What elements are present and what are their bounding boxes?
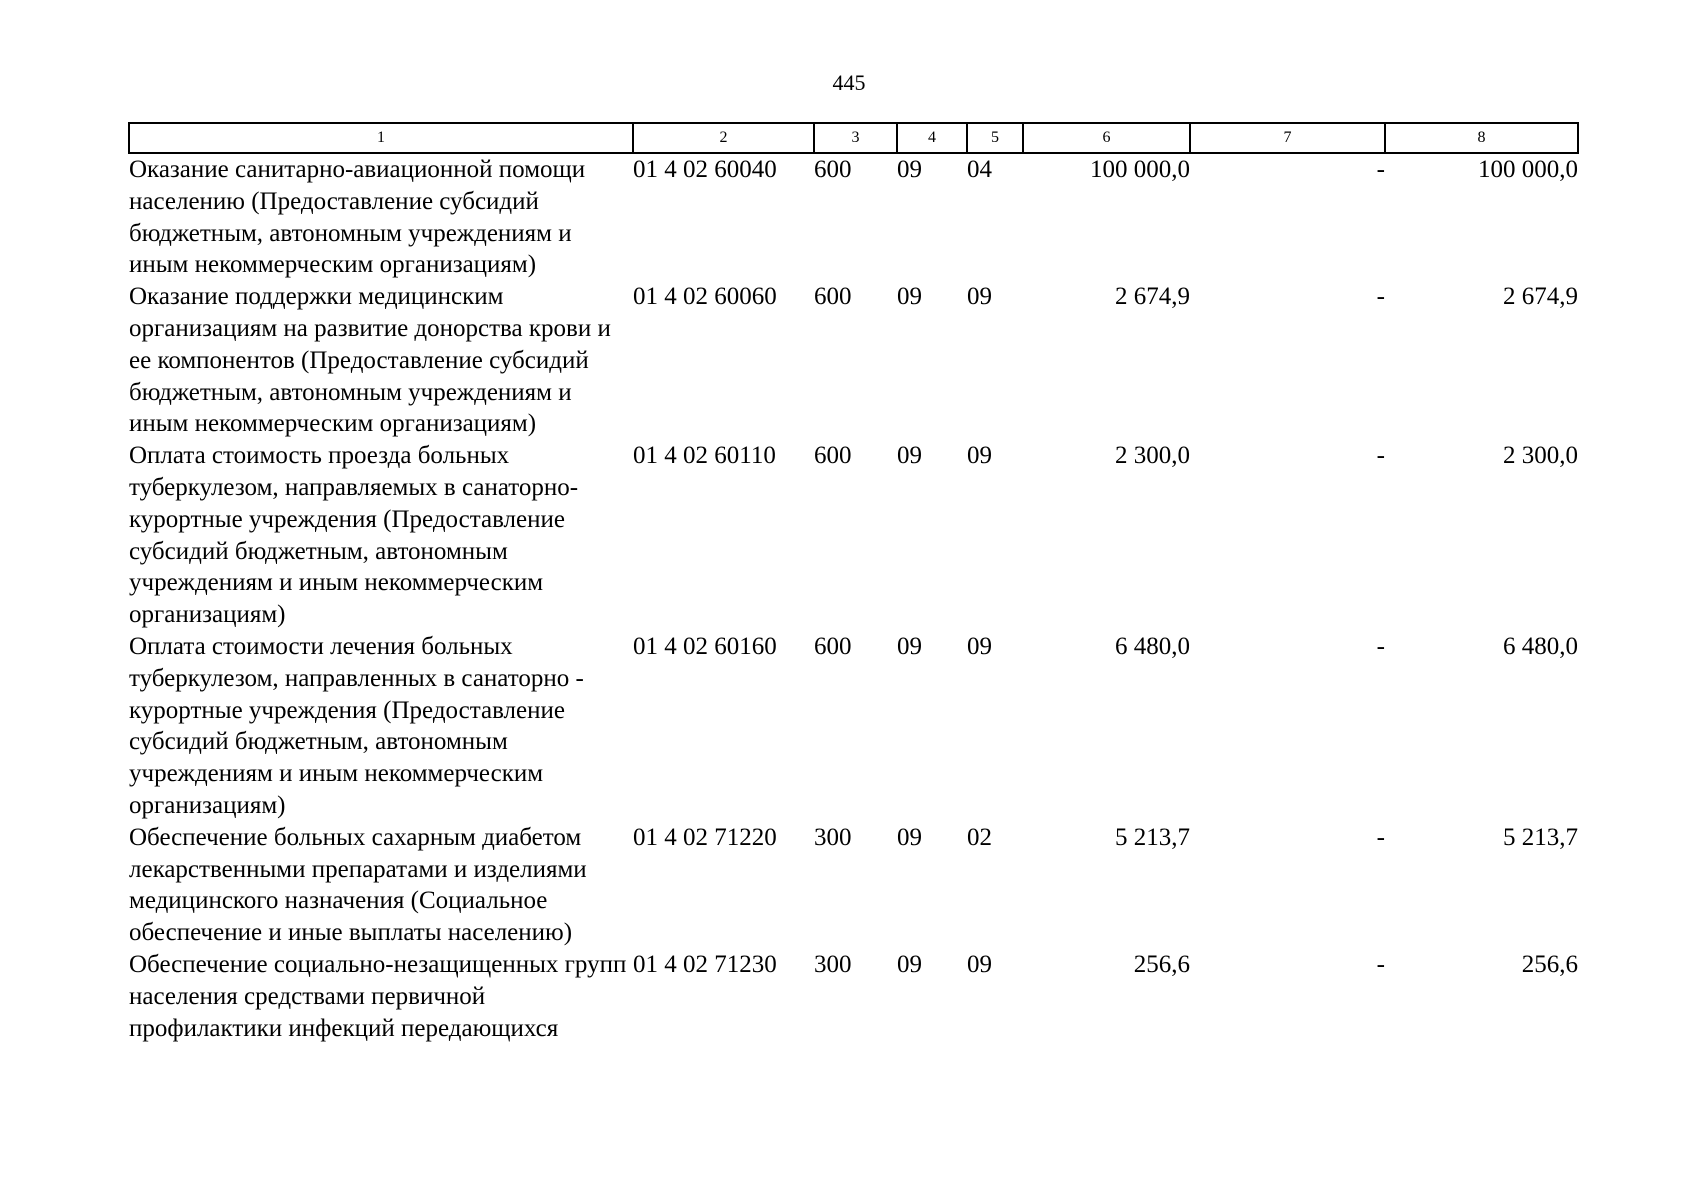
row-code: 01 4 02 71230 (633, 950, 777, 978)
row-col-7: - (1376, 156, 1385, 183)
row-col-7: - (1376, 950, 1385, 978)
header-row (129, 123, 1578, 153)
row-col-6: 100 000,0 (1090, 156, 1190, 183)
row-name: Обеспечение больных сахарным диабетом лекарственными препаратами и изделиями медицинского назначения (Социальное обеспечение и иные выплаты населению) (129, 823, 587, 947)
row-col-4: 09 (897, 823, 922, 851)
row-col-4: 09 (897, 950, 922, 978)
row-col-5: 02 (967, 823, 992, 851)
row-name: Обеспечение социально-незащищенных групп населения средствами первичной профилактики инфекций передающихся (129, 950, 627, 1042)
row-col-7: - (1376, 283, 1385, 311)
header-col-7: 7 (1190, 123, 1385, 153)
row-col-8: 6 480,0 (1503, 632, 1578, 660)
row-col-6: 5 213,7 (1115, 823, 1190, 851)
header-col-3: 3 (814, 123, 897, 153)
row-code: 01 4 02 71220 (633, 823, 777, 851)
table-row (129, 153, 1578, 281)
row-col-7: - (1376, 632, 1385, 660)
row-col-6: 6 480,0 (1115, 632, 1190, 660)
page-number: 445 (832, 70, 866, 95)
row-col-8: 2 674,9 (1503, 283, 1578, 311)
header-col-5: 5 (967, 123, 1023, 153)
row-name: Оказание санитарно-авиационной помощи населению (Предоставление субсидий бюджетным, автономным учреждениям и иным некоммерческим организациям) (129, 156, 586, 279)
row-col-6: 2 300,0 (1115, 442, 1190, 470)
row-col-5: 09 (967, 632, 992, 660)
row-col-8: 256,6 (1521, 950, 1578, 978)
row-col-8: 2 300,0 (1503, 442, 1578, 470)
row-col-7: - (1376, 442, 1385, 470)
header-col-2: 2 (633, 123, 814, 153)
budget-table (128, 122, 1579, 1044)
table-row (129, 822, 1578, 949)
row-col-4: 09 (897, 156, 922, 183)
header-col-8: 8 (1385, 123, 1578, 153)
header-col-1: 1 (129, 123, 633, 153)
header-col-4: 4 (897, 123, 967, 153)
row-col-8: 100 000,0 (1478, 156, 1578, 183)
table-row (129, 631, 1578, 822)
row-name: Оплата стоимость проезда больных туберкулезом, направляемых в санаторно-курортные учреждения (Предоставление субсидий бюджетным, автономным учреждениям и иным некоммерческим организациям) (129, 442, 579, 629)
header-col-6: 6 (1023, 123, 1190, 153)
table-row (129, 281, 1578, 440)
row-name: Оплата стоимости лечения больных туберкулезом, направленных в санаторно - курортные учреждения (Предоставление субсидий бюджетным, автономным учреждениям и иным некоммерческим организациям) (129, 632, 584, 819)
table-body (129, 153, 1578, 1044)
row-col-5: 04 (967, 156, 992, 183)
row-code: 01 4 02 60040 (633, 156, 777, 183)
row-col-4: 09 (897, 442, 922, 470)
table-row (129, 949, 1578, 1044)
row-col-3: 300 (814, 950, 852, 978)
table-header (129, 123, 1578, 153)
row-col-5: 09 (967, 283, 992, 311)
row-col-3: 300 (814, 823, 852, 851)
table-row (129, 440, 1578, 631)
row-name: Оказание поддержки медицинским организациям на развитие донорства крови и ее компонентов (Предоставление субсидий бюджетным, автономным учреждениям и иным некоммерческим организациям) (129, 283, 611, 438)
row-col-7: - (1376, 823, 1385, 851)
row-code: 01 4 02 60060 (633, 283, 777, 311)
row-col-3: 600 (814, 283, 852, 311)
row-col-4: 09 (897, 283, 922, 311)
row-col-5: 09 (967, 442, 992, 470)
row-code: 01 4 02 60160 (633, 632, 777, 660)
row-col-3: 600 (814, 156, 852, 183)
row-col-5: 09 (967, 950, 992, 978)
row-col-3: 600 (814, 632, 852, 660)
row-col-8: 5 213,7 (1503, 823, 1578, 851)
row-col-4: 09 (897, 632, 922, 660)
row-col-6: 2 674,9 (1115, 283, 1190, 311)
row-col-6: 256,6 (1133, 950, 1190, 978)
row-col-3: 600 (814, 442, 852, 470)
row-code: 01 4 02 60110 (633, 442, 776, 470)
